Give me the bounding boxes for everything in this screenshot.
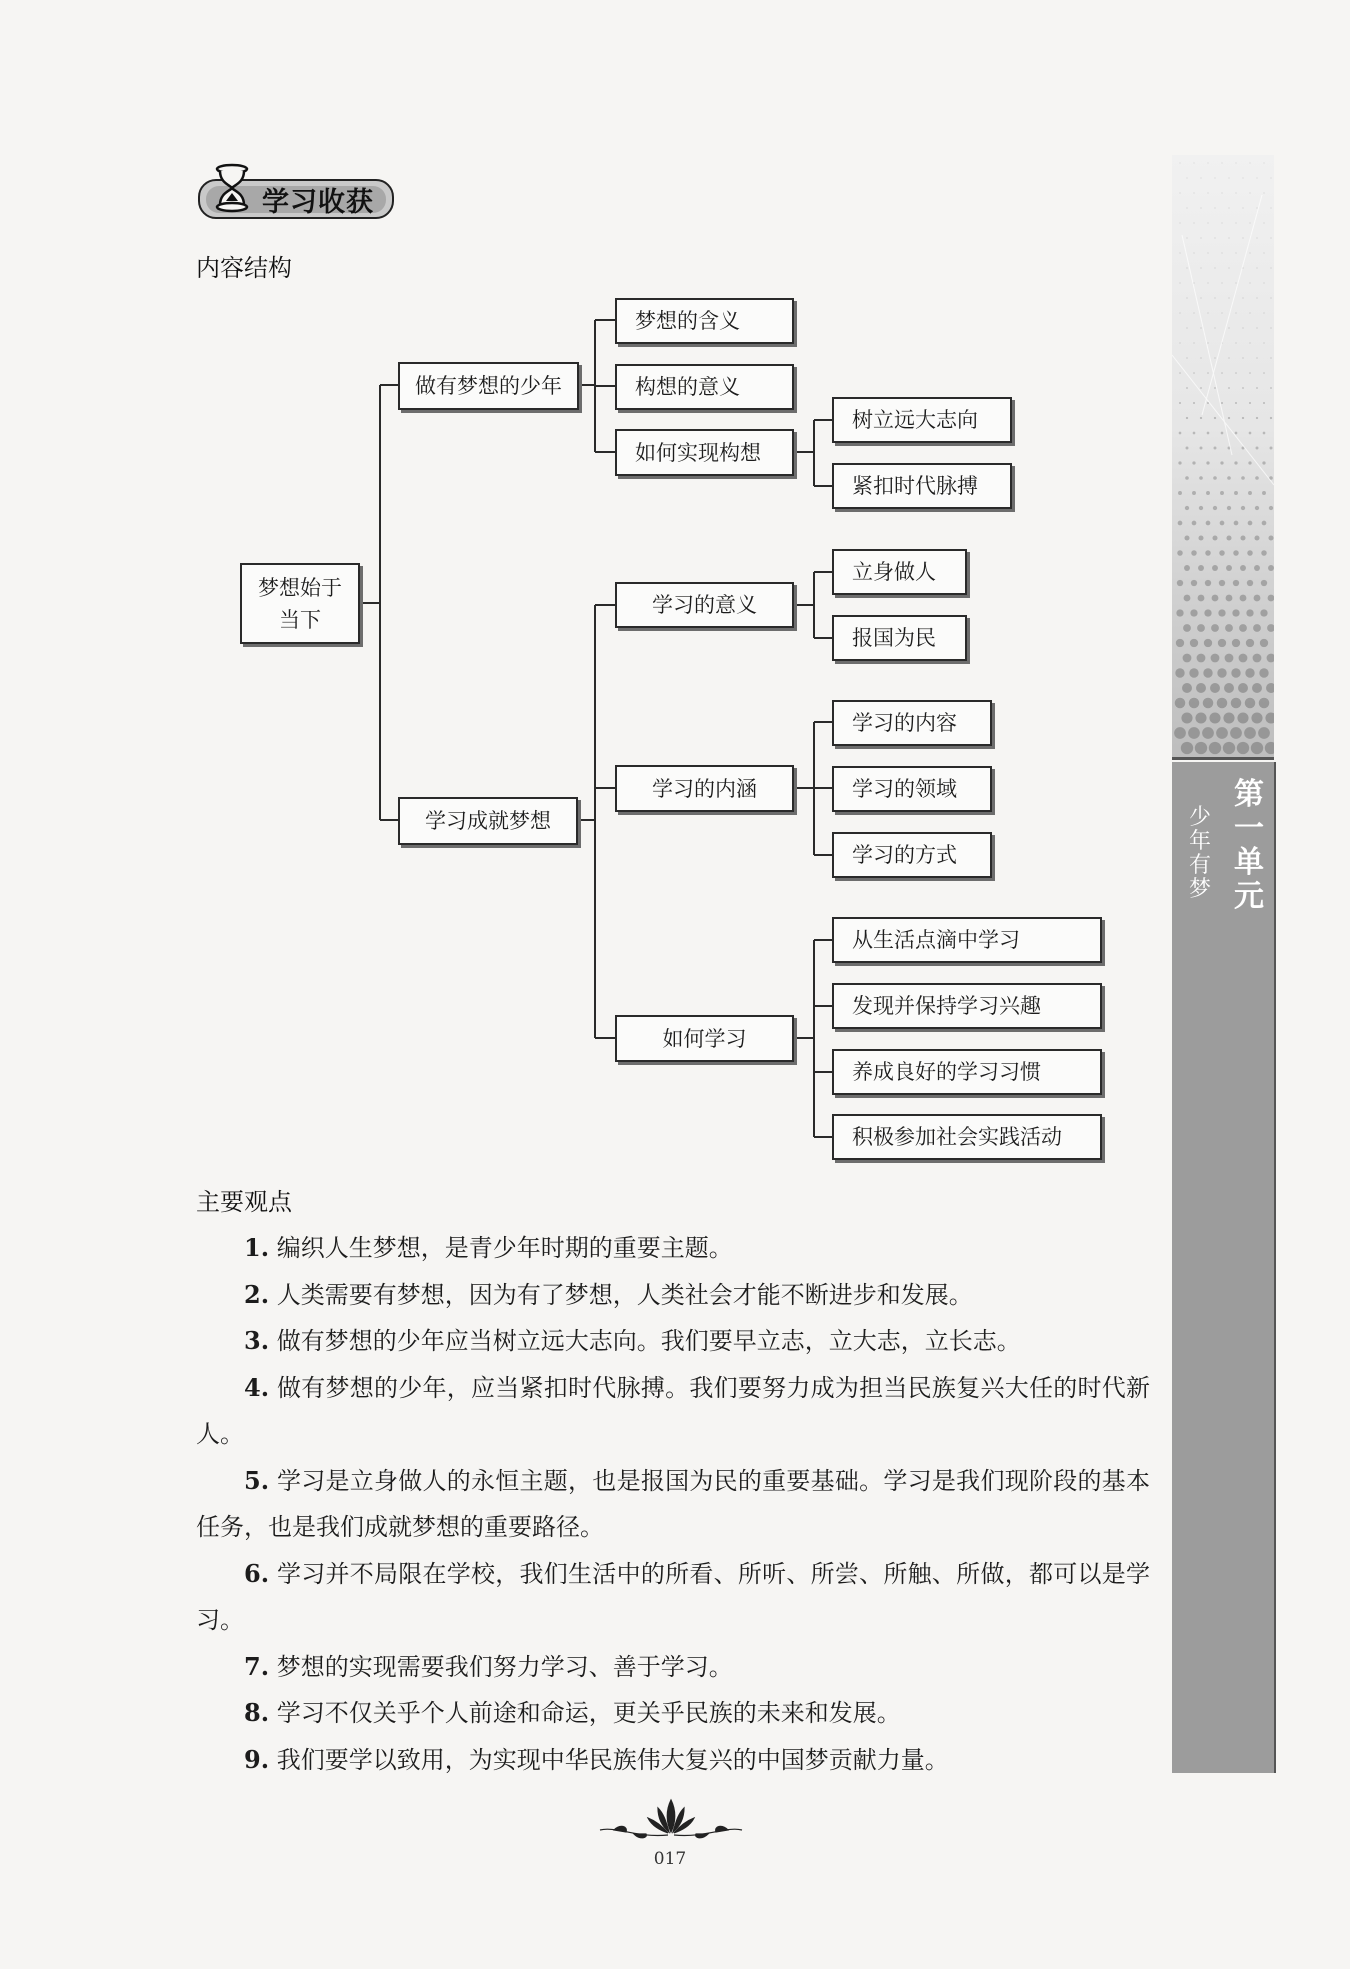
node-times-pulse: 紧扣时代脉搏 xyxy=(832,463,1012,509)
node-how-realize: 如何实现构想 xyxy=(615,429,794,476)
point-item: 5. 学习是立身做人的永恒主题，也是报国为民的重要基础。学习是我们现阶段的基本任务，也是我们成就梦想的重要路径。 xyxy=(196,1465,1150,1541)
page-number: 017 xyxy=(653,1849,687,1869)
unit-subtitle: 少 年 有 梦 xyxy=(1188,805,1211,902)
node-learn-from-life: 从生活点滴中学习 xyxy=(832,917,1102,963)
unit-label: 第 一 单 元 xyxy=(1234,777,1264,914)
node-great-ambition: 树立远大志向 xyxy=(832,397,1012,443)
node-serve-country: 报国为民 xyxy=(832,615,967,661)
node-root-line1: 梦想始于 xyxy=(258,575,342,600)
node-good-habits: 养成良好的学习习惯 xyxy=(832,1049,1102,1095)
halftone-pattern-icon xyxy=(1172,155,1274,758)
node-learning-domain: 学习的领域 xyxy=(832,766,992,812)
node-keep-interest: 发现并保持学习兴趣 xyxy=(832,983,1102,1029)
point-item: 3. 做有梦想的少年应当树立远大志向。我们要早立志，立大志，立长志。 xyxy=(244,1326,1021,1355)
side-divider xyxy=(1172,757,1274,760)
node-vision-meaning: 构想的意义 xyxy=(615,364,794,410)
main-points xyxy=(196,1225,1150,1783)
node-branch-learning-dream: 学习成就梦想 xyxy=(398,797,578,845)
point-item: 2. 人类需要有梦想，因为有了梦想，人类社会才能不断进步和发展。 xyxy=(244,1279,973,1309)
node-branch-dream-youth: 做有梦想的少年 xyxy=(398,362,579,410)
side-decoration xyxy=(1172,155,1274,758)
point-item: 1. 编织人生梦想，是青少年时期的重要主题。 xyxy=(244,1233,733,1262)
node-learning-content: 学习的内容 xyxy=(832,700,992,746)
point-item: 4. 做有梦想的少年，应当紧扣时代脉搏。我们要努力成为担当民族复兴大任的时代新人。 xyxy=(196,1372,1150,1448)
node-root-line2: 当下 xyxy=(279,607,321,632)
structure-heading: 内容结构 xyxy=(196,254,292,282)
point-item: 7. 梦想的实现需要我们努力学习、善于学习。 xyxy=(244,1651,733,1681)
point-item: 6. 学习并不局限在学校，我们生活中的所看、所听、所尝、所触、所做，都可以是学习。 xyxy=(196,1558,1150,1634)
points-heading: 主要观点 xyxy=(196,1188,292,1216)
badge-title: 学习收获 xyxy=(262,187,374,218)
floral-ornament-icon xyxy=(596,1796,746,1846)
node-social-practice: 积极参加社会实践活动 xyxy=(832,1114,1102,1160)
point-item: 9. 我们要学以致用，为实现中华民族伟大复兴的中国梦贡献力量。 xyxy=(244,1744,949,1774)
node-root xyxy=(240,563,360,644)
point-item: 8. 学习不仅关乎个人前途和命运，更关乎民族的未来和发展。 xyxy=(244,1698,901,1727)
node-dream-meaning: 梦想的含义 xyxy=(615,298,794,344)
node-how-learn: 如何学习 xyxy=(615,1015,794,1062)
node-learning-meaning: 学习的意义 xyxy=(615,582,794,628)
node-self-conduct: 立身做人 xyxy=(832,549,967,595)
node-learning-method: 学习的方式 xyxy=(832,832,992,878)
node-learning-connotation: 学习的内涵 xyxy=(615,765,794,812)
